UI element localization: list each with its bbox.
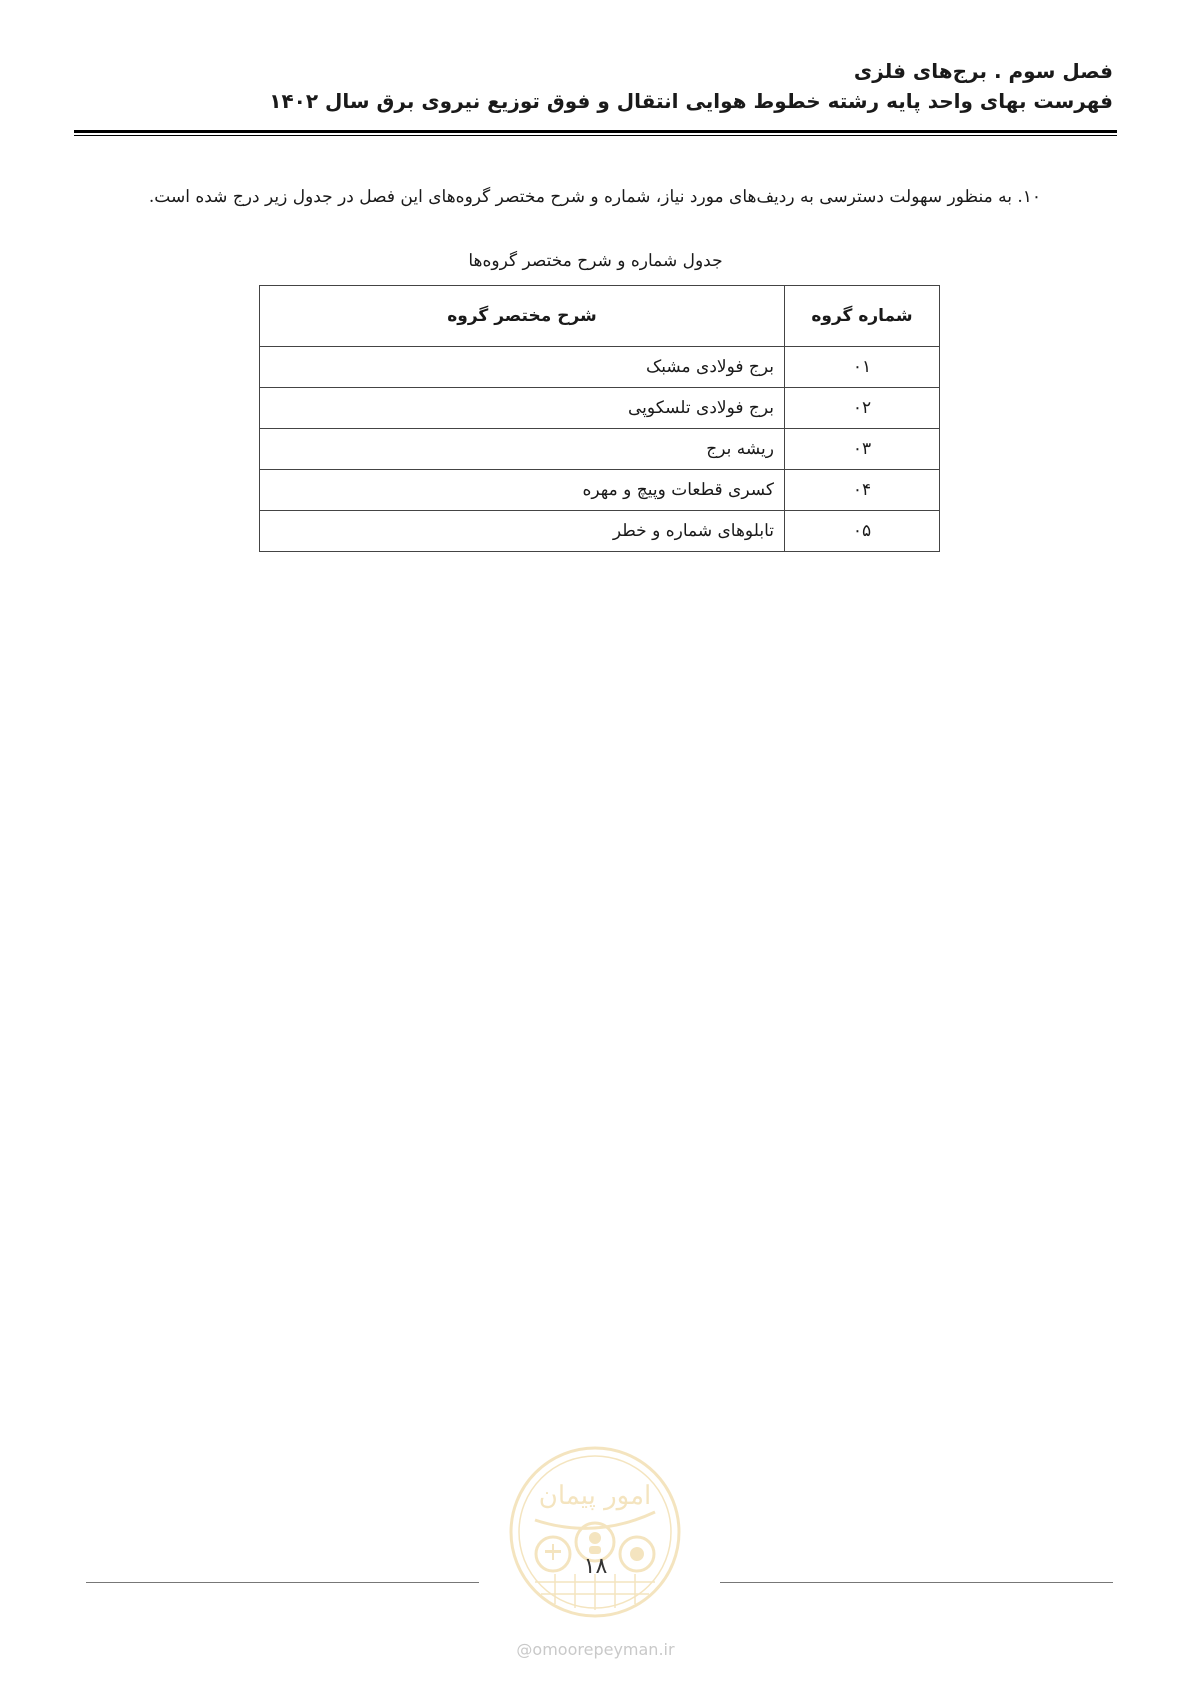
watermark-logo-text: امور پیمان: [538, 1481, 652, 1511]
footer-rule-left: [86, 1582, 479, 1583]
table-caption: جدول شماره و شرح مختصر گروه‌ها: [468, 251, 723, 271]
group-description-cell: برج فولادی مشبک: [260, 347, 785, 388]
table-row: [260, 511, 940, 552]
header-group-number: شماره گروه: [785, 286, 940, 347]
group-number-cell: ۰۴: [785, 470, 940, 511]
page-header: [78, 56, 1113, 116]
table-row: [260, 429, 940, 470]
table-row: [260, 470, 940, 511]
chapter-title: فصل سوم . برج‌های فلزی: [853, 59, 1113, 83]
intro-paragraph: ۱۰. به منظور سهولت دسترسی به ردیف‌های مورد نیاز، شماره و شرح مختصر گروه‌های این فصل در جدول زیر درج شده است.: [148, 187, 1041, 207]
watermark-logo: [505, 1442, 685, 1622]
group-description-cell: تابلوهای شماره و خطر: [260, 511, 785, 552]
page-number: ۱۸: [583, 1554, 608, 1579]
group-number-cell: ۰۱: [785, 347, 940, 388]
group-description-cell: کسری قطعات وپیچ و مهره: [260, 470, 785, 511]
group-number-cell: ۰۳: [785, 429, 940, 470]
group-number-cell: ۰۵: [785, 511, 940, 552]
site-watermark: @omoorepeyman.ir: [516, 1640, 675, 1659]
table-row: [260, 347, 940, 388]
table-header-row: [260, 286, 940, 347]
table-row: [260, 388, 940, 429]
header-divider: [74, 130, 1117, 136]
group-number-cell: ۰۲: [785, 388, 940, 429]
footer-rule-right: [720, 1582, 1113, 1583]
group-description-cell: ریشه برج: [260, 429, 785, 470]
group-description-cell: برج فولادی تلسکوپی: [260, 388, 785, 429]
document-title: فهرست بهای واحد پایه رشته خطوط هوایی انتقال و فوق توزیع نیروی برق سال ۱۴۰۲: [269, 89, 1113, 113]
header-group-description: شرح مختصر گروه: [260, 286, 785, 347]
groups-table: [259, 285, 940, 552]
